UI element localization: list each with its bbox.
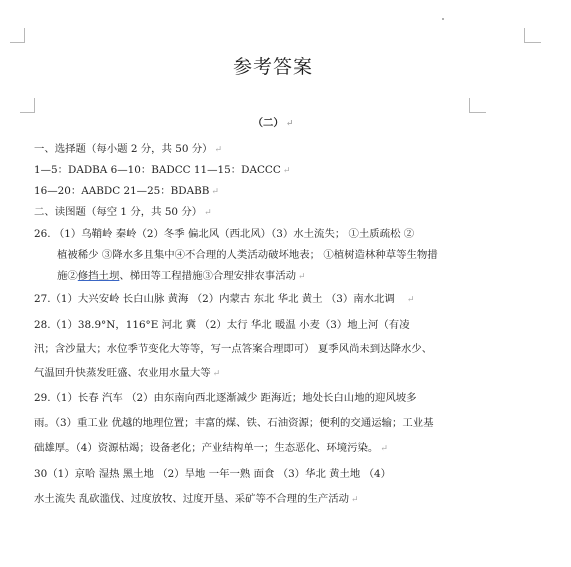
text-line (57, 271, 306, 282)
line-text: 水土流失 乱砍滥伐、过度放牧、过度开垦、采矿等不合理的生产活动 (34, 493, 350, 505)
line-text: 、梯田等工程措施③合理安排农事活动 (119, 270, 296, 282)
text-line (34, 144, 222, 155)
text-line (34, 393, 417, 403)
paragraph-mark: ↵ (282, 166, 291, 176)
crop-mark-margin-left (20, 98, 35, 113)
crop-mark-top-left (10, 28, 25, 43)
line-text: 30（1）京哈 湿热 黑土地 （2）旱地 一年一熟 面食 （3）华北 黄土地 （4） (34, 468, 392, 480)
text-line (34, 294, 414, 305)
crop-mark-margin-right (469, 98, 486, 113)
line-text: 气温回升快蒸发旺盛、农业用水量大等 (34, 367, 211, 379)
text-line (34, 368, 220, 379)
line-text: 16—20：AABDC 21—25：BDABB (34, 185, 210, 197)
text-line (34, 165, 290, 176)
line-text: 施② (57, 270, 78, 282)
section-subtitle (0, 118, 546, 129)
text-line (34, 418, 434, 428)
text-line (57, 250, 438, 260)
stray-dot (442, 18, 444, 20)
crop-mark-top-right (524, 28, 541, 43)
underlined-text: 修挡土坝 (77, 270, 120, 282)
paragraph-mark: ↵ (406, 295, 415, 305)
line-text: 一、选择题（每小题 2 分，共 50 分） (34, 143, 213, 155)
paragraph-mark: ↵ (211, 187, 219, 197)
paragraph-mark: ↵ (380, 444, 388, 454)
text-line (34, 344, 432, 354)
line-text: 础雄厚。（4）资源枯竭；设备老化；产业结构单一；生态恶化、环境污染。 (34, 442, 379, 454)
line-text: 26. （1）乌鞘岭 秦岭（2）冬季 偏北风（西北风）（3）水土流失； ①土质疏松 ② (34, 228, 415, 240)
paragraph-mark: ↵ (285, 119, 294, 129)
line-text: 1—5：DADBA 6—10：BADCC 11—15：DACCC (34, 164, 281, 176)
line-text: 28.（1）38.9°N，116°E 河北 冀 （2）太行 华北 暖温 小麦（3）地上河（有凌 (34, 319, 410, 331)
line-text: 29.（1）长春 汽车 （2）由东南向西北逐渐减少 距海近；地处长白山地的迎风坡多 (34, 392, 417, 404)
text-line (34, 320, 410, 330)
paragraph-mark: ↵ (212, 369, 221, 379)
paragraph-mark: ↵ (214, 145, 223, 155)
paragraph-mark: ↵ (351, 495, 359, 505)
paragraph-mark: ↵ (297, 272, 306, 282)
text-line (34, 207, 212, 218)
line-text: 二、读图题（每空 1 分，共 50 分） (34, 206, 203, 218)
line-text: 雨。（3）重工业 优越的地理位置；丰富的煤、铁、石油资源；便利的交通运输；工业基 (34, 417, 434, 429)
subtitle-text: （二） (252, 117, 284, 129)
text-line (34, 443, 388, 454)
paragraph-mark: ↵ (204, 208, 212, 218)
line-text: 汛；含沙量大；水位季节变化大等等，写一点答案合理即可） 夏季风尚未到达降水少、 (34, 343, 433, 355)
line-text: 植被稀少 ③降水多且集中④不合理的人类活动破坏地表； ①植树造林种草等生物措 (57, 249, 438, 261)
line-text: 27.（1）大兴安岭 长白山脉 黄海 （2）内蒙古 东北 华北 黄土 （3）南水北调 (34, 293, 395, 305)
text-line (34, 229, 414, 239)
text-line (34, 186, 219, 197)
text-line (34, 469, 391, 479)
text-line (34, 494, 359, 505)
page-title: 参考答案 (232, 56, 313, 78)
